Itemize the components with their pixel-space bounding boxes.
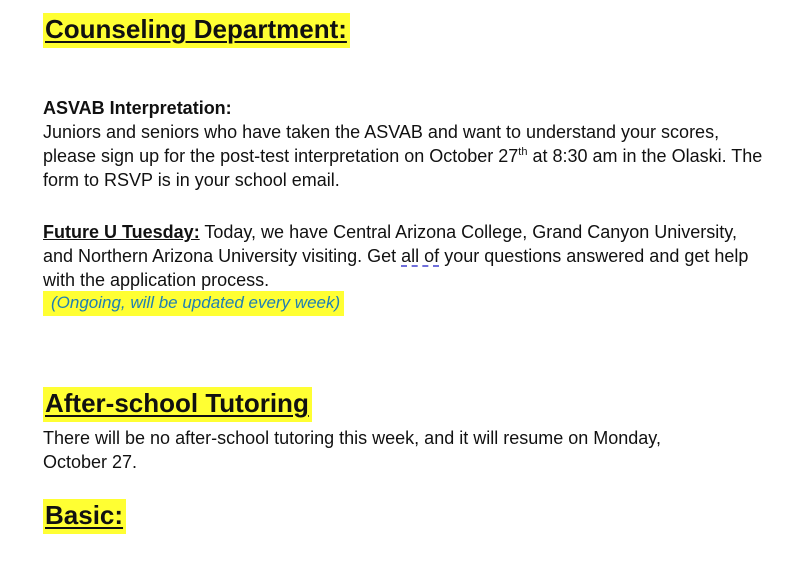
basic-heading: Basic:: [43, 499, 126, 534]
tutoring-heading: After-school Tutoring: [43, 387, 312, 422]
counseling-heading: Counseling Department:: [43, 13, 350, 48]
future-u-paragraph: [43, 220, 763, 292]
tutoring-text: There will be no after-school tutoring this week, and it will resume on Monday, October 27.: [43, 428, 661, 472]
asvab-text-part-1: Juniors and seniors who have taken the ASVAB and want to understand your scores, please sign up for the post-test interpretation on October 27: [43, 122, 720, 166]
future-u-text-part-1: Today, we have Central Arizona College, Grand Canyon University, and Northern Arizona University visiting. Get: [43, 222, 737, 266]
spellcheck-flagged-text[interactable]: all of: [401, 246, 440, 266]
asvab-title: ASVAB Interpretation:: [43, 98, 232, 118]
ongoing-note: (Ongoing, will be updated every week): [43, 291, 344, 316]
future-u-text-part-2: your questions answered and get help with the application process.: [43, 246, 749, 290]
asvab-paragraph: [43, 96, 763, 192]
asvab-ordinal-suffix: th: [518, 146, 528, 158]
future-u-title: Future U Tuesday:: [43, 222, 200, 242]
asvab-text-part-2: at 8:30 am in the Olaski. The form to RSVP is in your school email.: [43, 146, 763, 190]
